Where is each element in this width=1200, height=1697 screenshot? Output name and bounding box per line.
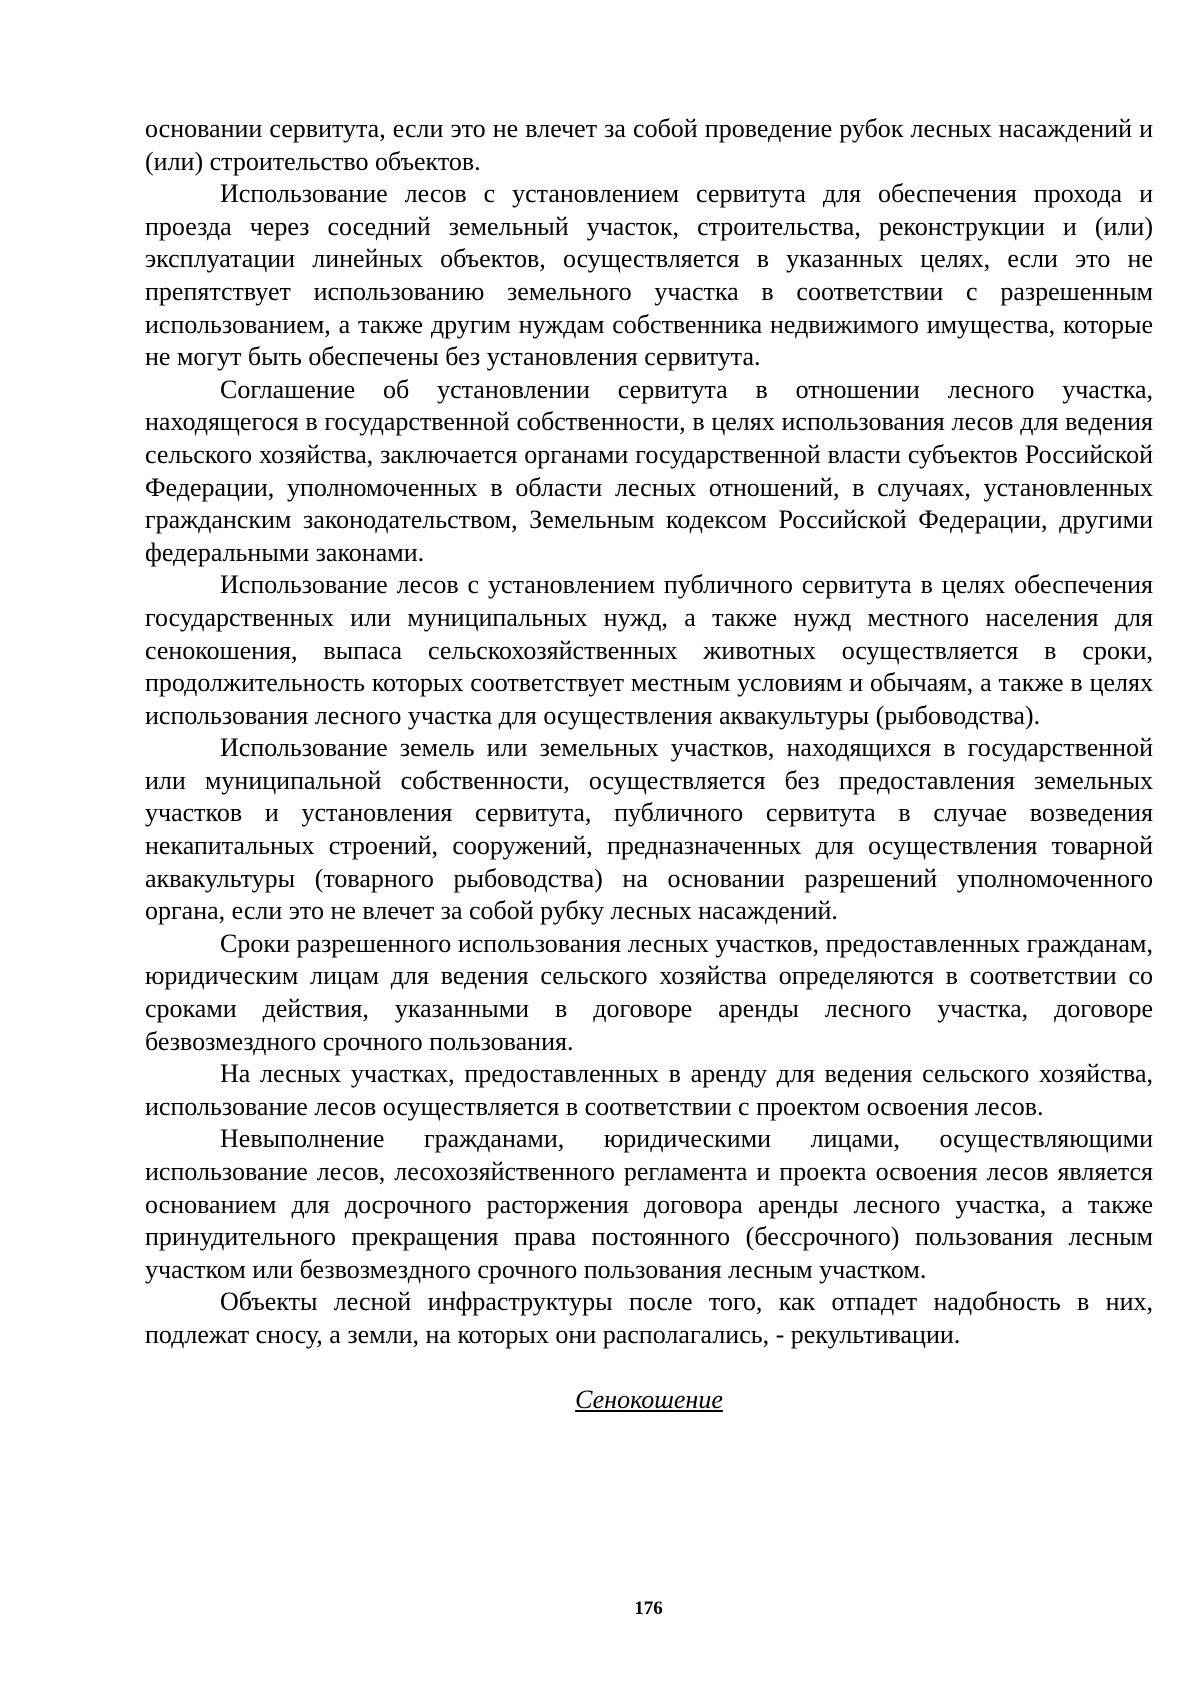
paragraph-public-servitude: Использование лесов с установлением публичного сервитута в целях обеспечения государственных или муниципальных нужд, а также нужд местного населения для сенокошения, выпаса сельскохозяйственных животных осуществляется в сроки, продолжительность которых соответствует местным условиям и обычаям, а также в целях использования лесного участка для осуществления аквакультуры (рыбоводства). xyxy=(145,570,1153,730)
paragraph-servitude-agreement: Соглашение об установлении сервитута в отношении лесного участка, находящегося в государственной собственности, в целях использования лесов для ведения сельского хозяйства, заключается органами государственной власти субъектов Российской Федерации, уполномоченных в области лесных отношений, в случаях, установленных гражданским законодательством, Земельным кодексом Российской Федерации, другими федеральными законами. xyxy=(145,374,1153,567)
paragraph-continuation: основании сервитута, если это не влечет за собой проведение рубок лесных насаждений и (или) строительство объектов. xyxy=(145,114,1153,176)
paragraph-land-use-aquaculture: Использование земель или земельных участков, находящихся в государственной или муниципальной собственности, осуществляется без предоставления земельных участков и установления сервитута, публичного сервитута в случае возведения некапитальных строений, сооружений, предназначенных для осуществления товарной аквакультуры (товарного рыбоводства) на основании разрешений уполномоченного органа, если это не влечет за собой рубку лесных насаждений. xyxy=(145,733,1153,926)
paragraph-non-compliance: Невыполнение гражданами, юридическими лицами, осуществляющими использование лесов, лесохозяйственного регламента и проекта освоения лесов является основанием для досрочного расторжения договора аренды лесного участка, а также принудительного прекращения права постоянного (бессрочного) пользования лесным участком или безвозмездного срочного пользования лесным участком. xyxy=(145,1124,1153,1284)
paragraph-leased-plots: На лесных участках, предоставленных в аренду для ведения сельского хозяйства, использование лесов осуществляется в соответствии с проектом освоения лесов. xyxy=(145,1059,1153,1121)
page-number: 176 xyxy=(634,1598,663,1619)
paragraph-infrastructure: Объекты лесной инфраструктуры после того, как отпадет надобность в них, подлежат сносу, а земли, на которых они располагались, - рекультивации. xyxy=(145,1287,1153,1349)
paragraph-servitude-passage: Использование лесов с установлением сервитута для обеспечения прохода и проезда через соседний земельный участок, строительства, реконструкции и (или) эксплуатации линейных объектов, осуществляется в указанных целях, если это не препятствует использованию земельного участка в соответствии с разрешенным использованием, а также другим нуждам собственника недвижимого имущества, которые не могут быть обеспечены без установления сервитута. xyxy=(145,179,1153,372)
page-body xyxy=(145,113,1153,1416)
section-heading: Сенокошение xyxy=(575,1384,723,1414)
paragraph-usage-terms: Сроки разрешенного использования лесных участков, предоставленных гражданам, юридическим лицам для ведения сельского хозяйства определяются в соответствии со сроками действия, указанными в договоре аренды лесного участка, договоре безвозмездного срочного пользования. xyxy=(145,928,1153,1056)
